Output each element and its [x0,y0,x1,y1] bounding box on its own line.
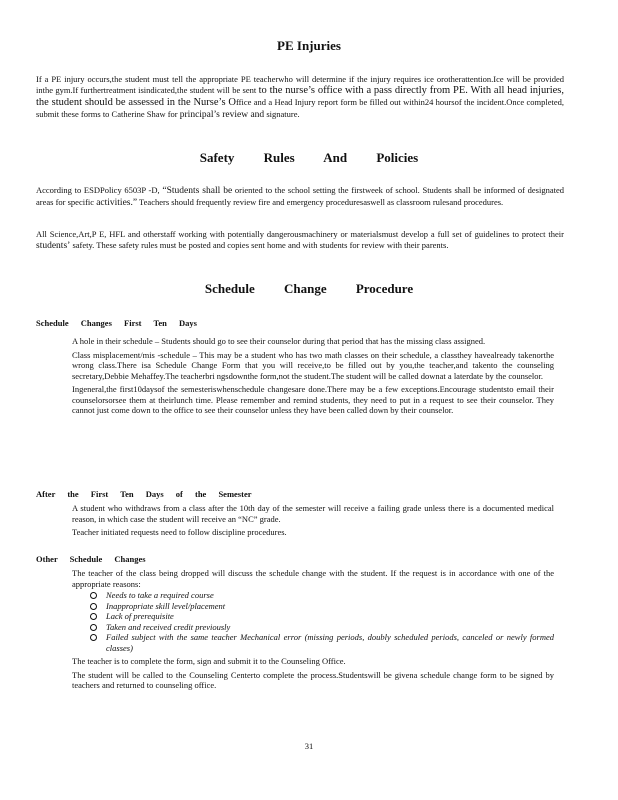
safety-text-2a: All Science,Art,P E, HFL and otherstaff working with potentially dangerousmachinery or materialsmust develop a full set of guidelines to protect their [36,229,564,239]
title-pe-injuries: PE Injuries [277,38,341,53]
list-item: The teacher is to complete the form, sign and submit it to the Counseling Office. [72,656,346,666]
list-item: Inappropriate skill level/placement [90,601,554,612]
reasons-list [72,590,554,653]
pe-injuries-text-3: ffice and a Head Injury report form be filled out within24 hoursof the incident.Once completed, submit these forms to Catherine Shaw for [36,96,564,119]
list-item: Failed subject with the same teacher Mechanical error (missing periods, doubly scheduled periods, canceled or newly formed classes) [90,632,554,653]
list-item: The teacher of the class being dropped will discuss the schedule change with the student. If the request is in accordance with one of the appropriate reasons: Needs to take a required course Inappropriate skill level/placement Lack of prerequisite Taken and received credit previously Failed subject with the same teacher Mechanical error (missing periods, doubly scheduled periods, canceled or newly formed classes) [72,568,554,653]
list-item: The student will be called to the Counseling Centerto complete the process.Studentswill be givena schedule change form to be signed by teachers and returned to counseling office. [72,669,554,690]
list-item: Lack of prerequisite [90,611,554,622]
pe-injuries-text-2: to the nurse’s office with a pass directly from PE. With all head injuries, the student should be assessed in the Nurse’s O [36,84,565,108]
circle-bullet-icon [90,592,97,599]
circle-bullet-icon [90,624,97,631]
subheading-after-ten-days: After the First Ten Days of the Semester [36,489,252,499]
safety-text-1d: activities.” [96,197,138,208]
safety-text-1b: “Students shall be [162,186,233,196]
list-item: A hole in their schedule – Students should go to see their counselor during that period that has the missing class assigned. [72,336,486,346]
pe-injuries-paragraph [36,74,564,120]
list-item: Taken and received credit previously [90,622,554,633]
pe-injuries-text-5: signature. [264,108,300,119]
list-item: Class misplacement/mis -schedule – This may be a student who has two math classes on their schedule, a classthey havealready takenorthe wrong class.There isa Schedule Change Form that you will receive,to be filled out by you,the teacher,and takento the counseling secretary,Debbie Mehaffey.The teacherbri ngsdownthe form,not the student.The student will be called downat a laterdate by the counselor. [72,349,554,381]
after-ten-days-list [54,503,554,541]
pe-injuries-text-4: principal’s review and [179,109,265,120]
safety-text-2c: safety. These safety rules must be posted and copies sent home and with students for review with their parents. [70,239,449,250]
page-number: 31 [304,741,314,751]
circle-bullet-icon [90,613,97,620]
list-item: A student who withdraws from a class after the 10th day of the semester will receive a failing grade unless there is a documented medical reason, in which case the student will receive an “NC” grade. [72,503,554,524]
list-item: Teacher initiated requests need to follow discipline procedures. [72,527,287,537]
subheading-first-ten-days: Schedule Changes First Ten Days [36,318,197,328]
safety-paragraph-2 [36,229,564,251]
list-item: Ingeneral,the first10daysof the semesteriswhenschedule changesare done.There may be a few exceptions.Encourage studentsto email their counselorsorsee them at theirlunch time. Please remember and remind students, they need to put in a request to see their counselor. They cannot just come down to the office to see their counselor unless they have been called down by their counselor. [72,384,554,415]
safety-text-1c: oriented to the school setting the firstweek of school. Students shall be informed of designated areas for specific [36,185,564,207]
safety-text-1e: Teachers should frequently review fire and emergency proceduresaswell as classroom rulesand procedures. [137,196,504,207]
safety-paragraph-1 [36,185,564,208]
title-schedule-change: Schedule Change Procedure [204,281,414,296]
safety-text-1a: According to ESDPolicy 6503P -D, [36,185,163,195]
subheading-other-changes: Other Schedule Changes [36,554,146,564]
list-item: Needs to take a required course [90,590,554,601]
safety-text-2b: students’ [36,240,71,251]
title-safety: Safety Rules And Policies [199,150,419,165]
circle-bullet-icon [90,634,97,641]
other-changes-list [54,568,554,694]
pe-injuries-text-1: If a PE injury occurs,the student must tell the appropriate PE teacherwho will determine if the injury requires ice orotherattention.Ice will be provided inthe gym.If furthertreatment isindicated,the student will be sent [36,74,564,95]
circle-bullet-icon [90,603,97,610]
first-ten-days-list [54,336,554,419]
